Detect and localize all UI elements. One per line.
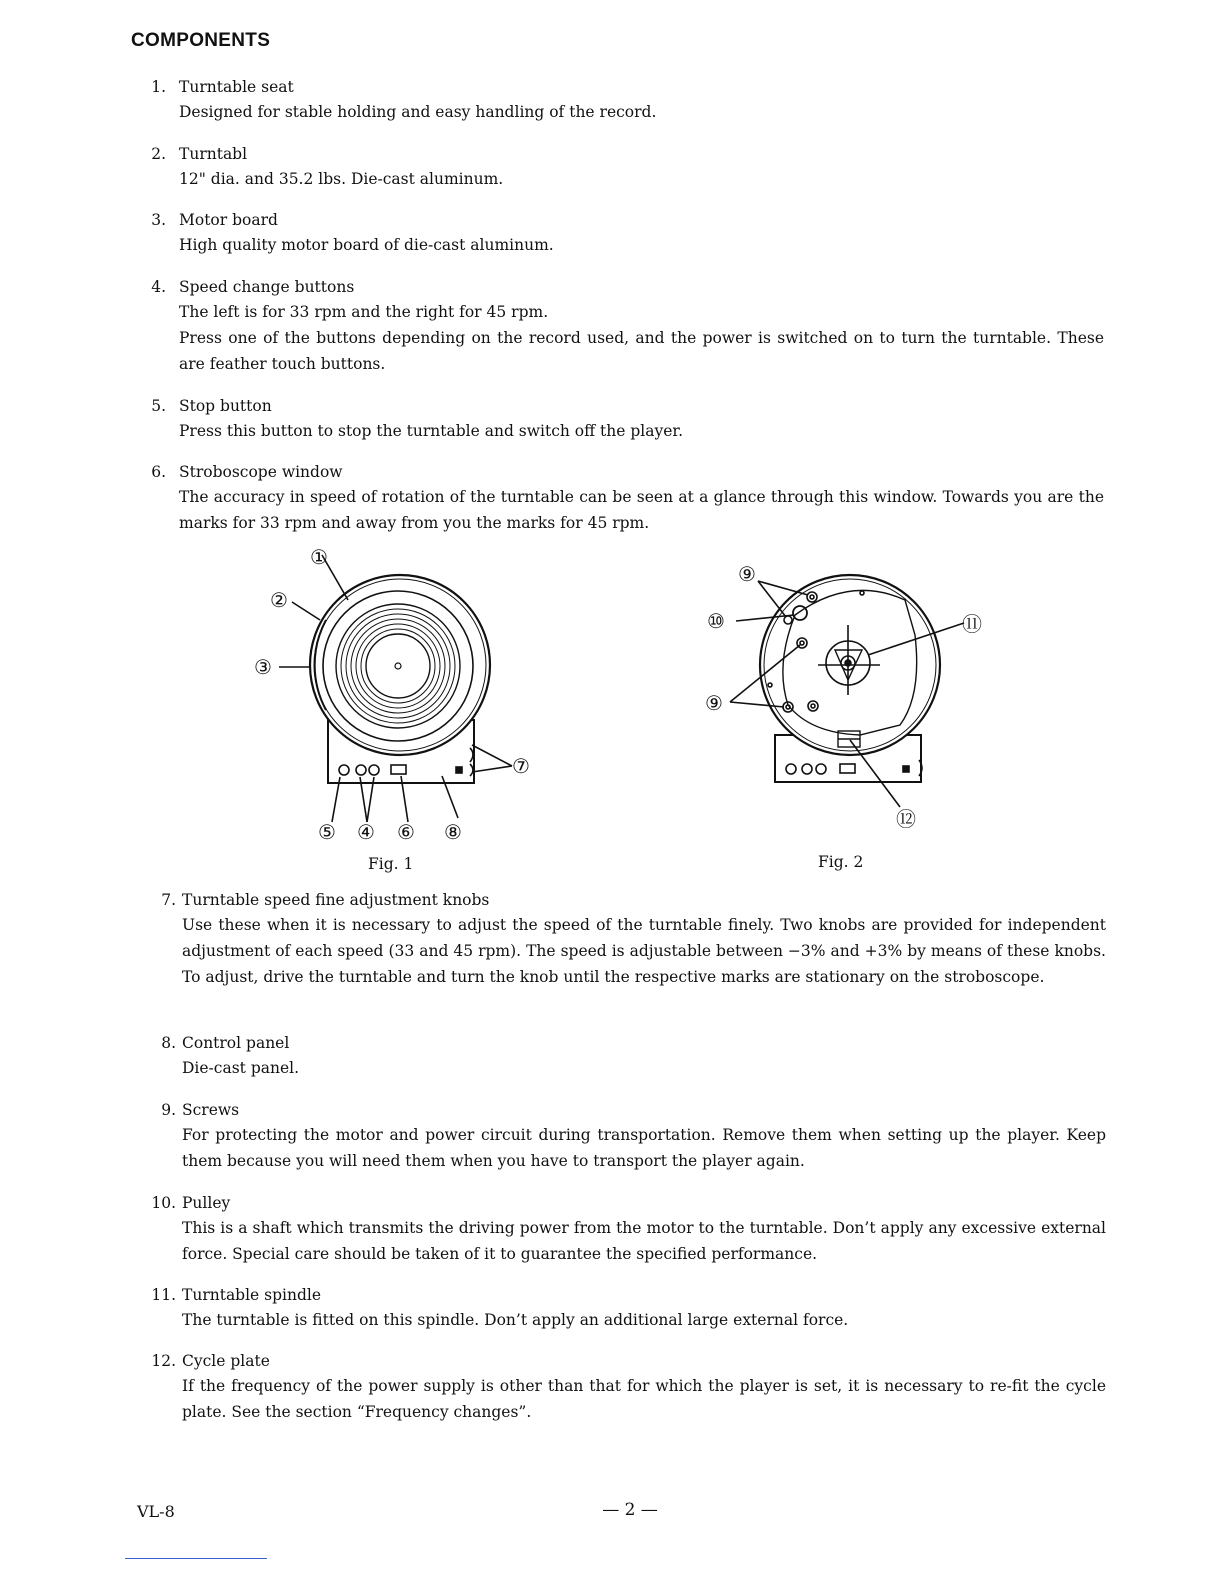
item-title: Control panel	[182, 1034, 290, 1052]
callout-7: ⑦	[512, 754, 530, 778]
turntable-underside-diagram	[700, 555, 1000, 855]
callout-5: ⑤	[318, 820, 336, 844]
item-title: Motor board	[179, 211, 278, 229]
callout-9-upper: ⑨	[738, 562, 756, 586]
item-number: 3.	[151, 211, 166, 229]
item-description: If the frequency of the power supply is other than that for which the player is set, it is necessary to re-fit the cycle plate. See the section “Frequency changes”.	[182, 1377, 1106, 1421]
item-description: Designed for stable holding and easy handling of the record.	[179, 103, 657, 121]
page-number: — 2 —	[602, 1500, 658, 1520]
callout-1: ①	[310, 545, 328, 569]
page-heading: COMPONENTS	[131, 30, 271, 51]
item-description: The turntable is fitted on this spindle. Don’t apply an additional large external force.	[182, 1311, 849, 1329]
item-title: Turntable speed fine adjustment knobs	[182, 891, 490, 909]
item-number: 10.	[151, 1194, 176, 1212]
item-title: Stop button	[179, 397, 272, 415]
item-number: 8.	[161, 1034, 176, 1052]
callout-8: ⑧	[444, 820, 462, 844]
callout-10: ⑩	[707, 609, 725, 633]
callout-2: ②	[270, 588, 288, 612]
item-title: Turntable spindle	[182, 1286, 322, 1304]
item-description: The left is for 33 rpm and the right for 45 rpm. Press one of the buttons depending on the record used, and the power is switched on to turn the turntable. These are feather touch buttons.	[179, 303, 1104, 373]
item-description: Die-cast panel.	[182, 1059, 300, 1077]
item-title: Turntabl	[179, 145, 248, 163]
item-number: 11.	[151, 1286, 176, 1304]
figure-2-caption: Fig. 2	[818, 853, 864, 871]
item-number: 7.	[161, 891, 176, 909]
callout-9-lower: ⑨	[705, 691, 723, 715]
item-description: High quality motor board of die-cast aluminum.	[179, 236, 554, 254]
model-number: VL-8	[137, 1502, 175, 1521]
footer-rule	[125, 1558, 267, 1559]
item-number: 9.	[161, 1101, 176, 1119]
callout-11: ⑪	[962, 612, 982, 636]
item-number: 1.	[151, 78, 166, 96]
item-title: Pulley	[182, 1194, 231, 1212]
item-title: Stroboscope window	[179, 463, 343, 481]
item-title: Screws	[182, 1101, 240, 1119]
callout-12: ⑫	[896, 807, 916, 831]
item-number: 5.	[151, 397, 166, 415]
callout-3: ③	[254, 655, 272, 679]
item-title: Speed change buttons	[179, 278, 355, 296]
item-number: 2.	[151, 145, 166, 163]
figure-1	[240, 540, 540, 850]
item-title: Cycle plate	[182, 1352, 270, 1370]
item-description: The accuracy in speed of rotation of the turntable can be seen at a glance through this window. Towards you are the marks for 33 rpm and away from you the marks for 45 rpm.	[179, 488, 1104, 532]
item-number: 6.	[151, 463, 166, 481]
turntable-front-diagram	[240, 540, 540, 850]
item-description: Use these when it is necessary to adjust the speed of the turntable finely. Two knobs are provided for independent adjustment of each speed (33 and 45 rpm). The speed is adjustable between −3% and +3% by means of these knobs. To adjust, drive the turntable and turn the knob until the respective marks are stationary on the stroboscope.	[182, 916, 1106, 986]
callout-6: ⑥	[397, 820, 415, 844]
item-description: Press this button to stop the turntable and switch off the player.	[179, 422, 684, 440]
item-description: For protecting the motor and power circuit during transportation. Remove them when setting up the player. Keep them because you will need them when you have to transport the player again.	[182, 1126, 1106, 1170]
callout-4: ④	[357, 820, 375, 844]
item-title: Turntable seat	[179, 78, 294, 96]
item-number: 12.	[151, 1352, 176, 1370]
figure-1-caption: Fig. 1	[368, 855, 414, 873]
item-number: 4.	[151, 278, 166, 296]
item-description: 12" dia. and 35.2 lbs. Die-cast aluminum.	[179, 170, 504, 188]
figure-2	[700, 555, 1000, 855]
item-description: This is a shaft which transmits the driving power from the motor to the turntable. Don’t apply any excessive external force. Special care should be taken of it to guarantee the specified performance.	[182, 1219, 1106, 1263]
